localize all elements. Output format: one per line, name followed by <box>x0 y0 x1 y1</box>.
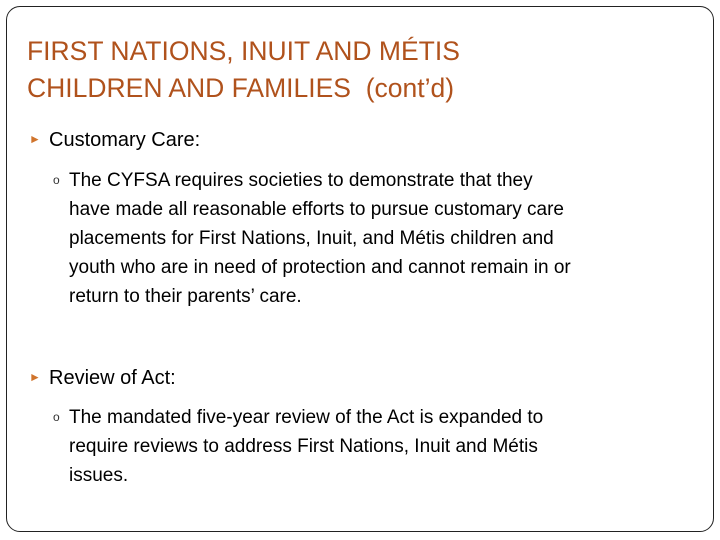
arrow-bullet-icon: ► <box>29 132 41 146</box>
sub-bullet-line: issues. <box>69 465 129 486</box>
sub-bullet-review-of-act <box>53 403 713 490</box>
bullet-heading: Review of Act: <box>49 367 176 389</box>
bullet-review-of-act <box>29 365 176 390</box>
slide <box>6 6 714 532</box>
sub-bullet-line: youth who are in need of protection and cannot remain in or <box>69 257 571 278</box>
sub-bullet-line: have made all reasonable efforts to pursue customary care <box>69 199 564 220</box>
sub-bullet-line: placements for First Nations, Inuit, and Métis children and <box>69 228 554 249</box>
bullet-heading: Customary Care: <box>49 129 201 151</box>
sub-bullet-line: The mandated five-year review of the Act is expanded to <box>69 407 544 428</box>
arrow-bullet-icon: ► <box>29 370 41 384</box>
sub-bullet-line: require reviews to address First Nations, Inuit and Métis <box>69 436 538 457</box>
hollow-circle-bullet-icon: o <box>53 173 60 187</box>
hollow-circle-bullet-icon: o <box>53 410 60 424</box>
sub-bullet-line: The CYFSA requires societies to demonstrate that they <box>69 170 533 191</box>
slide-title-line: FIRST NATIONS, INUIT AND MÉTIS <box>27 36 460 66</box>
slide-title-line: CHILDREN AND FAMILIES (cont’d) <box>27 73 455 103</box>
slide-title <box>27 33 687 107</box>
sub-bullet-customary-care <box>53 166 713 311</box>
sub-bullet-line: return to their parents’ care. <box>69 286 302 307</box>
bullet-customary-care <box>29 127 200 152</box>
